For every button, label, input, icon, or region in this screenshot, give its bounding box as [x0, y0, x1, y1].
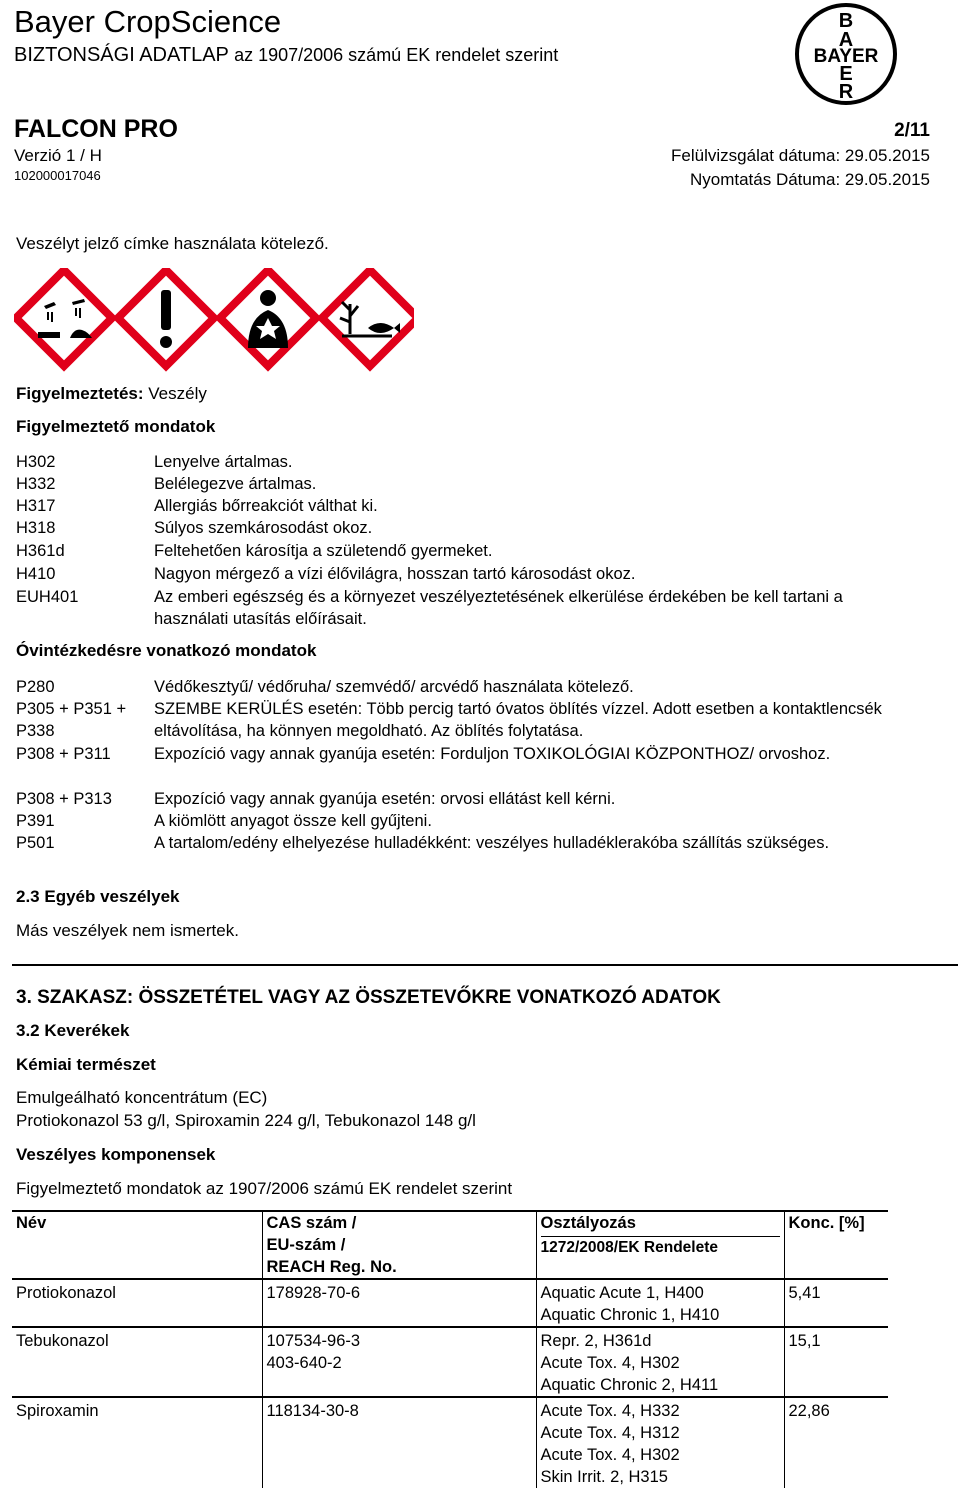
signal-word [16, 384, 207, 404]
table-row [12, 1279, 888, 1327]
other-hazards-heading: 2.3 Egyéb veszélyek [16, 887, 180, 906]
h-text: Lenyelve ártalmas. [154, 453, 293, 471]
class-item: Aquatic Chronic 2, H411 [540, 1376, 719, 1394]
cell-id: 107534-96-3 [266, 1332, 361, 1350]
svg-text:B: B [838, 10, 854, 32]
p-text: A tartalom/edény elhelyezése hulladékként: veszélyes hulladéklerakóba szállítás szükséges. [154, 834, 830, 852]
h-code: EUH401 [16, 588, 79, 606]
cell-class [536, 1279, 784, 1327]
section-divider [12, 964, 958, 966]
chem-line: Emulgeálható koncentrátum (EC) [16, 1088, 268, 1107]
class-item: Repr. 2, H361d [540, 1332, 652, 1350]
col-cas-line: REACH Reg. No. [266, 1258, 397, 1276]
cell-id: 403-640-2 [266, 1354, 342, 1372]
components-table [12, 1210, 888, 1488]
h-text: Nagyon mérgező a vízi élővilágra, hosszan tartó károsodást okoz. [154, 565, 636, 583]
company-name: Bayer CropScience [14, 4, 282, 39]
cell-ids [262, 1327, 536, 1397]
h-text: Az emberi egészség és a környezet veszélyeztetésének elkerülése érdekében be kell tartani a használati utasítás előírásait. [154, 588, 843, 628]
hazardous-components-sub: Figyelmeztető mondatok az 1907/2006 számú EK rendelet szerint [16, 1179, 513, 1198]
h-code: H361d [16, 542, 65, 560]
col-class [536, 1211, 784, 1279]
print-date: Nyomtatás Dátuma: 29.05.2015 [689, 170, 930, 189]
p-heading: Óvintézkedésre vonatkozó mondatok [16, 641, 317, 660]
page-number: 2/11 [894, 120, 930, 141]
cell-name: Tebukonazol [16, 1332, 109, 1350]
svg-text:BAYER: BAYER [813, 46, 879, 67]
bayer-logo [794, 2, 898, 106]
label-note: Veszélyt jelző címke használata kötelező. [16, 234, 329, 253]
hazardous-components-heading: Veszélyes komponensek [16, 1145, 216, 1164]
h-text: Feltehetően károsítja a születendő gyermeket. [154, 542, 493, 560]
p-text: Védőkesztyű/ védőruha/ szemvédő/ arcvédő használata kötelező. [154, 678, 634, 696]
cell-name: Protiokonazol [16, 1284, 116, 1302]
h-heading: Figyelmeztető mondatok [16, 417, 216, 436]
regulation: az 1907/2006 számú EK rendelet szerint [234, 45, 559, 65]
col-cas-line: EU-szám / [266, 1236, 346, 1254]
p-text: SZEMBE KERÜLÉS esetén: Több percig tartó óvatos öblítés vízzel. Adott esetben a kontaktlencsék eltávolítása, ha könnyen megoldható. Az öblítés folytatása. [154, 700, 882, 740]
cell-ids [262, 1279, 536, 1327]
p-code: P308 + P311 [16, 745, 111, 763]
mixtures-heading: 3.2 Keverékek [16, 1021, 130, 1040]
chem-line: Protiokonazol 53 g/l, Spiroxamin 224 g/l, Tebukonazol 148 g/l [16, 1111, 476, 1130]
cell-id: 118134-30-8 [266, 1402, 359, 1420]
col-cas [262, 1211, 536, 1279]
h-code: H317 [16, 497, 56, 515]
cell-class [536, 1327, 784, 1397]
class-item: Aquatic Acute 1, H400 [540, 1284, 704, 1302]
ghs-pictograms [14, 268, 414, 372]
cell-id: 178928-70-6 [266, 1284, 361, 1302]
p-text: A kiömlött anyagot össze kell gyűjteni. [154, 812, 432, 830]
cell-name: Spiroxamin [16, 1402, 99, 1420]
h-code: H410 [16, 565, 56, 583]
cell-conc: 22,86 [784, 1397, 888, 1488]
health-hazard-icon [220, 270, 316, 366]
class-item: Acute Tox. 4, H332 [540, 1402, 680, 1420]
class-item: Acute Tox. 4, H302 [540, 1354, 680, 1372]
class-item: Skin Irrit. 2, H315 [540, 1468, 668, 1486]
svg-text:E: E [839, 63, 853, 85]
other-hazards-text: Más veszélyek nem ismertek. [16, 921, 239, 940]
p-text: Expozíció vagy annak gyanúja esetén: orvosi ellátást kell kérni. [154, 790, 616, 808]
h-code: H302 [16, 453, 56, 471]
cell-class [536, 1397, 784, 1488]
p-code: P391 [16, 812, 55, 830]
cell-conc: 15,1 [784, 1327, 888, 1397]
corrosion-icon [16, 270, 112, 366]
h-code: H332 [16, 475, 56, 493]
p-text: Expozíció vagy annak gyanúja esetén: Forduljon TOXIKOLÓGIAI KÖZPONTHOZ/ orvoshoz. [154, 745, 831, 763]
class-item: Aquatic Chronic 1, H410 [540, 1306, 720, 1324]
h-text: Allergiás bőrreakciót válthat ki. [154, 497, 378, 515]
svg-text:R: R [838, 81, 854, 103]
signal-value: Veszély [148, 384, 207, 403]
environment-icon [322, 270, 414, 366]
doc-title-line [14, 44, 558, 67]
svg-text:A: A [838, 29, 854, 51]
col-class-sub: 1272/2008/EK Rendelete [540, 1239, 718, 1256]
table-header-row [12, 1211, 888, 1279]
product-code: 102000017046 [14, 168, 101, 183]
p-code: P308 + P313 [16, 790, 112, 808]
h-text: Súlyos szemkárosodást okoz. [154, 519, 373, 537]
h-code: H318 [16, 519, 56, 537]
p-code: P305 + P351 + P338 [16, 700, 127, 740]
col-name: Név [16, 1214, 47, 1232]
version: Verzió 1 / H [14, 146, 102, 165]
class-item: Acute Tox. 4, H302 [540, 1446, 680, 1464]
col-conc: Konc. [%] [784, 1211, 888, 1279]
signal-label: Figyelmeztetés: [16, 384, 144, 403]
col-cas-line: CAS szám / [266, 1214, 357, 1232]
cell-ids [262, 1397, 536, 1488]
h-text: Belélegezve ártalmas. [154, 475, 317, 493]
section3-title: 3. SZAKASZ: ÖSSZETÉTEL VAGY AZ ÖSSZETEVŐKRE VONATKOZÓ ADATOK [16, 987, 721, 1008]
class-item: Acute Tox. 4, H312 [540, 1424, 680, 1442]
col-class-label: Osztályozás [541, 1212, 780, 1237]
exclamation-icon [118, 270, 214, 366]
chem-heading: Kémiai természet [16, 1055, 156, 1074]
p-code: P501 [16, 834, 55, 852]
table-row [12, 1327, 888, 1397]
revision-date: Felülvizsgálat dátuma: 29.05.2015 [671, 146, 930, 165]
product-name: FALCON PRO [14, 115, 178, 143]
cell-conc: 5,41 [784, 1279, 888, 1327]
p-code: P280 [16, 678, 55, 696]
doc-title: BIZTONSÁGI ADATLAP [14, 44, 229, 66]
table-row [12, 1397, 888, 1488]
